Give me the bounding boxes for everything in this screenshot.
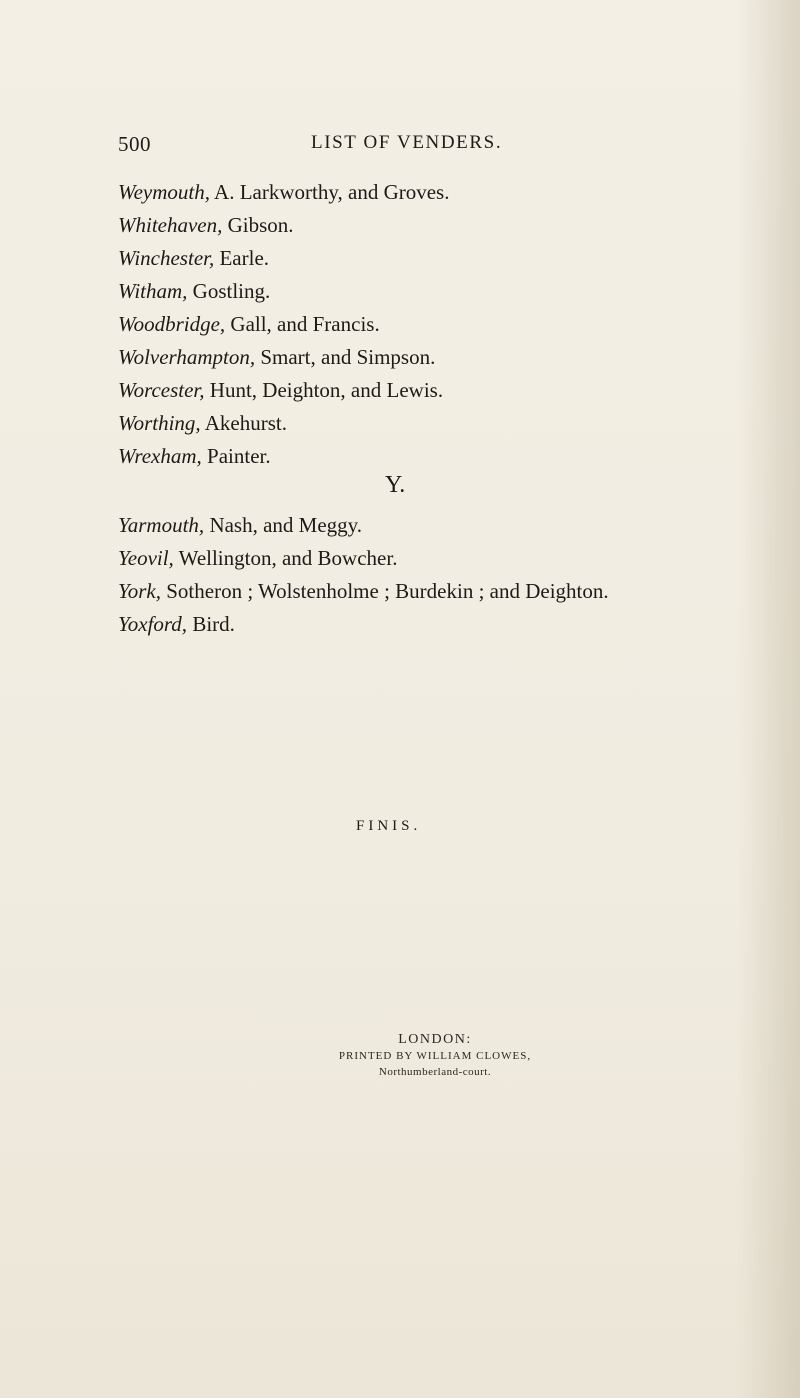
vendor-names: Gibson. xyxy=(222,213,294,237)
imprint-printer: PRINTED BY WILLIAM CLOWES, xyxy=(338,1050,532,1062)
place-name: Yarmouth, xyxy=(118,513,205,537)
vendor-entry xyxy=(118,408,287,438)
section-letter: Y. xyxy=(385,472,406,498)
vendor-entry xyxy=(118,177,449,207)
vendor-names: Gall, and Francis. xyxy=(225,312,380,336)
vendor-names: Akehurst. xyxy=(200,411,287,435)
finis-text: FINIS. xyxy=(356,818,422,834)
vendor-entry xyxy=(118,510,362,540)
imprint-city: LONDON: xyxy=(398,1032,472,1047)
place-name: Witham, xyxy=(118,279,188,303)
place-name: Weymouth, xyxy=(118,180,210,204)
vendor-entry xyxy=(118,210,294,240)
vendor-entry xyxy=(118,375,443,405)
page-number: 500 xyxy=(118,132,151,156)
page-header xyxy=(118,132,538,162)
vendor-names: Painter. xyxy=(201,444,271,468)
vendor-names: A. Larkworthy, and Groves. xyxy=(209,180,450,204)
vendor-entry xyxy=(118,276,270,306)
vendor-entry xyxy=(118,609,235,639)
vendor-names: Gostling. xyxy=(187,279,271,303)
place-name: Yeovil, xyxy=(118,546,174,570)
place-name: Yoxford, xyxy=(118,612,188,636)
place-name: Winchester, xyxy=(118,246,215,270)
place-name: Wrexham, xyxy=(118,444,202,468)
place-name: York, xyxy=(118,579,161,603)
vendor-names: Wellington, and Bowcher. xyxy=(173,546,398,570)
vendor-names: Sotheron ; Wolstenholme ; Burdekin ; and Deighton. xyxy=(161,579,609,603)
vendor-names: Nash, and Meggy. xyxy=(204,513,363,537)
vendor-entry xyxy=(118,309,380,339)
place-name: Woodbridge, xyxy=(118,312,226,336)
running-title: LIST OF VENDERS. xyxy=(311,132,503,153)
vendor-names: Smart, and Simpson. xyxy=(255,345,436,369)
vendor-entry xyxy=(118,243,269,273)
vendor-entry xyxy=(118,441,271,471)
place-name: Worcester, xyxy=(118,378,205,402)
place-name: Wolverhampton, xyxy=(118,345,256,369)
imprint-address: Northumberland-court. xyxy=(378,1066,492,1078)
vendor-entry xyxy=(118,543,397,573)
vendor-entry xyxy=(118,342,435,372)
vendor-names: Earle. xyxy=(214,246,270,270)
place-name: Worthing, xyxy=(118,411,201,435)
vendor-names: Hunt, Deighton, and Lewis. xyxy=(204,378,444,402)
vendor-entry xyxy=(118,576,609,606)
place-name: Whitehaven, xyxy=(118,213,223,237)
vendor-names: Bird. xyxy=(187,612,235,636)
